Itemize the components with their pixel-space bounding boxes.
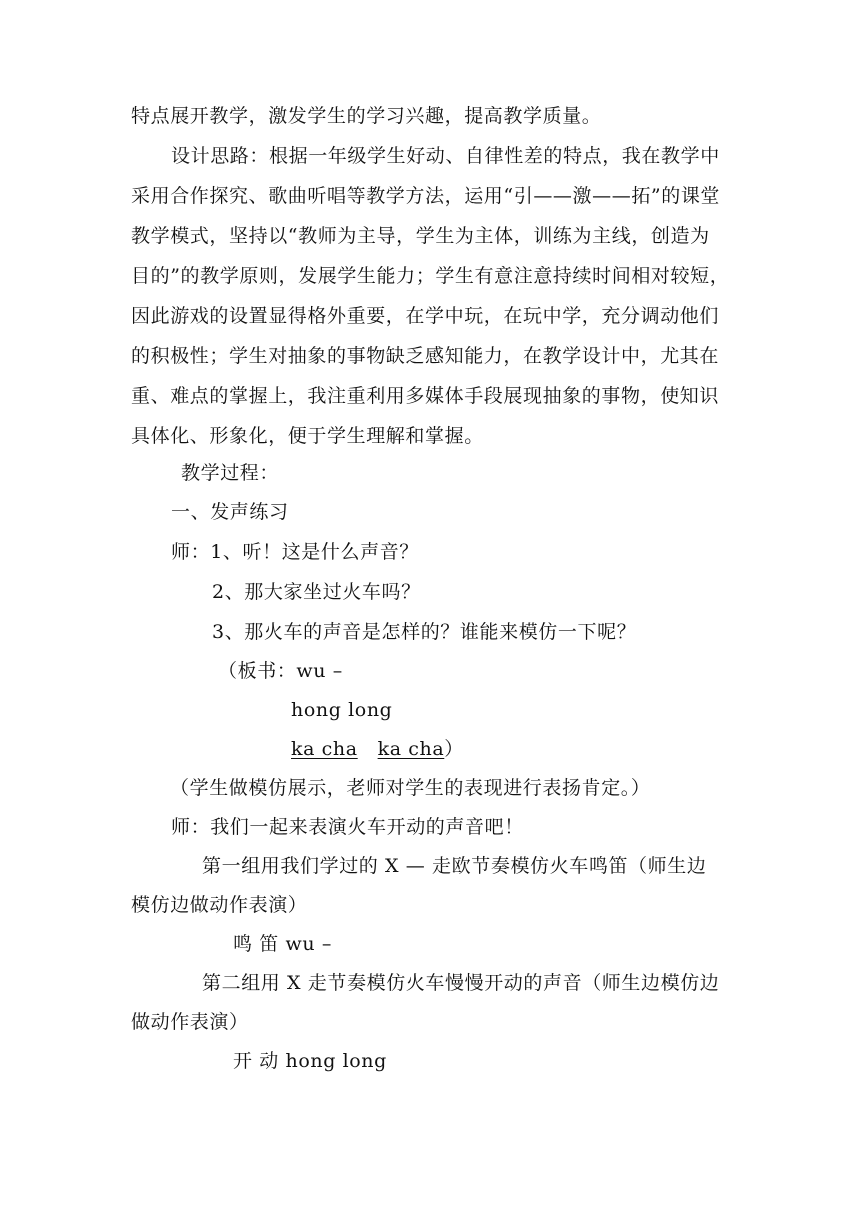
paragraph-line: 的积极性；学生对抽象的事物缺乏感知能力，在教学设计中，尤其在 <box>131 345 720 367</box>
paragraph-line: 特点展开教学，激发学生的学习兴趣，提高教学质量。 <box>131 105 602 127</box>
teacher-question-1: 师：1、听！这是什么声音？ <box>171 541 419 563</box>
paragraph-line: 具体化、形象化，便于学生理解和掌握。 <box>131 425 484 447</box>
kacha-underlined-2: ka cha <box>377 738 445 760</box>
teacher-perform-line: 师：我们一起来表演火车开动的声音吧！ <box>171 816 524 838</box>
whistle-line: 鸣 笛 wu – <box>233 933 332 955</box>
board-note-kacha <box>291 737 464 761</box>
start-line: 开 动 hong long <box>233 1050 387 1072</box>
paragraph-line: 教学模式，坚持以“教师为主导，学生为主体，训练为主线，创造为 <box>131 225 710 247</box>
section-heading-vocal: 一、发声练习 <box>171 501 289 523</box>
group-one-line: 第一组用我们学过的 X — 走欧节奏模仿火车鸣笛（师生边 <box>202 855 707 877</box>
paragraph-line: 目的”的教学原则，发展学生能力；学生有意注意持续时间相对较短， <box>131 265 730 287</box>
group-one-line-cont: 模仿边做动作表演） <box>131 894 308 916</box>
paragraph-line: 重、难点的掌握上，我注重利用多媒体手段展现抽象的事物，使知识 <box>131 385 720 407</box>
kacha-underlined-1: ka cha <box>291 738 358 760</box>
board-note-hong-long: hong long <box>291 699 393 721</box>
group-two-line-cont: 做动作表演） <box>131 1011 249 1033</box>
kacha-close-paren: ） <box>444 738 464 760</box>
design-idea-line: 设计思路：根据一年级学生好动、自律性差的特点，我在教学中 <box>171 145 720 167</box>
board-note-wu: （板书：wu – <box>218 660 343 682</box>
teacher-question-3: 3、那火车的声音是怎样的？谁能来模仿一下呢？ <box>212 621 637 643</box>
student-imitation-note: （学生做模仿展示，老师对学生的表现进行表扬肯定。） <box>170 777 651 799</box>
group-two-line: 第二组用 X 走节奏模仿火车慢慢开动的声音（师生边模仿边 <box>202 972 720 994</box>
paragraph-line: 采用合作探究、歌曲听唱等教学方法，运用“引——激——拓”的课堂 <box>131 185 721 207</box>
section-heading-process: 教学过程： <box>181 462 280 484</box>
paragraph-line: 因此游戏的设置显得格外重要，在学中玩，在玩中学，充分调动他们 <box>131 305 720 327</box>
teacher-question-2: 2、那大家坐过火车吗？ <box>212 581 421 603</box>
